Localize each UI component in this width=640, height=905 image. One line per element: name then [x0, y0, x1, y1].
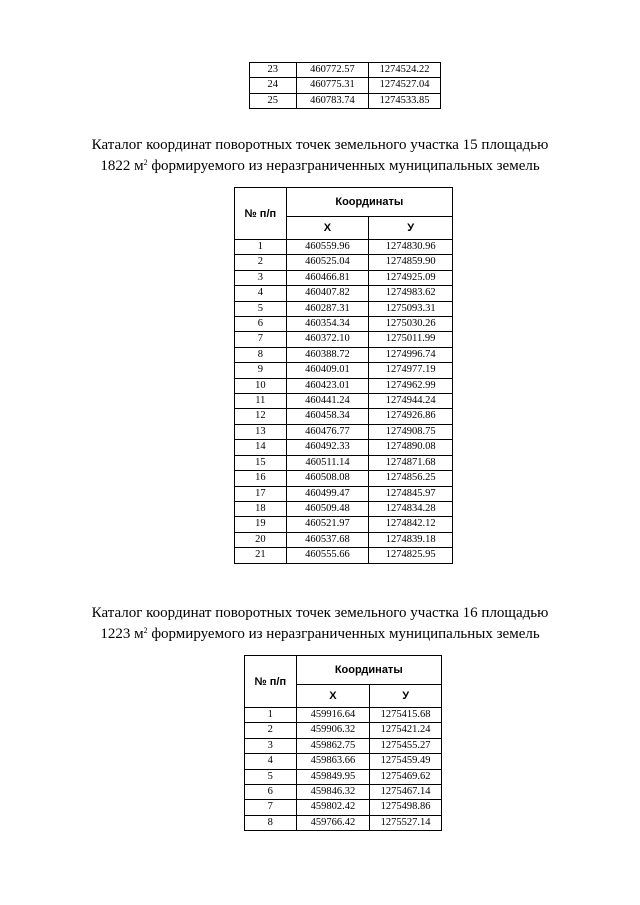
cell-row-number: 5 — [235, 301, 287, 316]
coordinates-table-continuation — [249, 62, 441, 109]
cell-x: 460409.01 — [286, 363, 369, 378]
cell-x: 460555.66 — [286, 548, 369, 563]
cell-x: 460388.72 — [286, 347, 369, 362]
cell-row-number: 5 — [245, 769, 297, 784]
cell-x: 459906.32 — [296, 723, 370, 738]
table-row — [235, 347, 453, 362]
section-title-plot-16 — [0, 603, 640, 645]
cell-row-number: 2 — [245, 723, 297, 738]
cell-y: 1274859.90 — [369, 255, 453, 270]
table-row — [245, 769, 442, 784]
header-coordinates: Координаты — [286, 188, 452, 217]
area-unit-superscript: 2 — [143, 626, 148, 635]
cell-y: 1275455.27 — [370, 738, 442, 753]
table-row — [235, 240, 453, 255]
title-line-2-rest: формируемого из неразграниченных муниципальных земель — [147, 158, 540, 174]
table-row — [235, 255, 453, 270]
cell-row-number: 23 — [250, 63, 297, 78]
cell-x: 460476.77 — [286, 424, 369, 439]
cell-row-number: 2 — [235, 255, 287, 270]
header-y: У — [370, 685, 442, 708]
cell-y: 1275030.26 — [369, 317, 453, 332]
table-row — [235, 517, 453, 532]
cell-row-number: 7 — [235, 332, 287, 347]
cell-y: 1274983.62 — [369, 286, 453, 301]
table-row — [250, 93, 441, 108]
cell-row-number: 3 — [245, 738, 297, 753]
table-row — [235, 286, 453, 301]
section-title-plot-15 — [0, 135, 640, 177]
table-row — [235, 409, 453, 424]
cell-y: 1274845.97 — [369, 486, 453, 501]
cell-x: 459916.64 — [296, 708, 370, 723]
cell-y: 1274925.09 — [369, 270, 453, 285]
cell-y: 1274908.75 — [369, 424, 453, 439]
table-row — [235, 301, 453, 316]
cell-x: 460372.10 — [286, 332, 369, 347]
cell-x: 459862.75 — [296, 738, 370, 753]
table-row — [245, 785, 442, 800]
cell-y: 1274524.22 — [369, 63, 441, 78]
cell-y: 1274871.68 — [369, 455, 453, 470]
cell-x: 459766.42 — [296, 815, 370, 830]
cell-y: 1275459.49 — [370, 754, 442, 769]
table-row — [245, 800, 442, 815]
cell-row-number: 8 — [235, 347, 287, 362]
table-body — [250, 63, 441, 109]
cell-y: 1274834.28 — [369, 501, 453, 516]
cell-row-number: 24 — [250, 78, 297, 93]
cell-row-number: 9 — [235, 363, 287, 378]
table-row — [235, 471, 453, 486]
cell-y: 1274962.99 — [369, 378, 453, 393]
cell-x: 460466.81 — [286, 270, 369, 285]
cell-x: 460511.14 — [286, 455, 369, 470]
cell-row-number: 11 — [235, 394, 287, 409]
coordinates-table-plot-15 — [234, 187, 453, 564]
cell-row-number: 7 — [245, 800, 297, 815]
cell-row-number: 8 — [245, 815, 297, 830]
cell-row-number: 15 — [235, 455, 287, 470]
cell-x: 460537.68 — [286, 532, 369, 547]
table-row — [245, 723, 442, 738]
cell-row-number: 25 — [250, 93, 297, 108]
cell-y: 1274527.04 — [369, 78, 441, 93]
cell-row-number: 20 — [235, 532, 287, 547]
cell-x: 460525.04 — [286, 255, 369, 270]
cell-row-number: 1 — [245, 708, 297, 723]
cell-x: 459846.32 — [296, 785, 370, 800]
cell-y: 1274830.96 — [369, 240, 453, 255]
cell-x: 460407.82 — [286, 286, 369, 301]
table-row — [235, 532, 453, 547]
table-body — [245, 708, 442, 831]
table-header — [245, 656, 442, 708]
cell-row-number: 3 — [235, 270, 287, 285]
cell-row-number: 1 — [235, 240, 287, 255]
title-line-1: Каталог координат поворотных точек земельного участка 16 площадью — [91, 605, 549, 621]
cell-row-number: 13 — [235, 424, 287, 439]
cell-y: 1275011.99 — [369, 332, 453, 347]
cell-x: 459849.95 — [296, 769, 370, 784]
table-row — [245, 708, 442, 723]
title-line-2 — [0, 624, 640, 645]
cell-row-number: 16 — [235, 471, 287, 486]
cell-x: 460423.01 — [286, 378, 369, 393]
cell-x: 460508.08 — [286, 471, 369, 486]
header-x: Х — [296, 685, 370, 708]
table-row — [235, 332, 453, 347]
cell-x: 460509.48 — [286, 501, 369, 516]
area-unit-superscript: 2 — [143, 158, 148, 167]
header-coordinates: Координаты — [296, 656, 441, 685]
cell-y: 1275093.31 — [369, 301, 453, 316]
table-row — [235, 440, 453, 455]
table-header — [235, 188, 453, 240]
cell-y: 1274825.95 — [369, 548, 453, 563]
table-row — [245, 815, 442, 830]
cell-row-number: 14 — [235, 440, 287, 455]
table-body — [235, 240, 453, 564]
cell-y: 1275469.62 — [370, 769, 442, 784]
cell-row-number: 4 — [245, 754, 297, 769]
cell-y: 1274533.85 — [369, 93, 441, 108]
cell-row-number: 4 — [235, 286, 287, 301]
cell-row-number: 21 — [235, 548, 287, 563]
cell-x: 460492.33 — [286, 440, 369, 455]
cell-y: 1274839.18 — [369, 532, 453, 547]
cell-row-number: 18 — [235, 501, 287, 516]
table-row — [235, 270, 453, 285]
cell-y: 1275421.24 — [370, 723, 442, 738]
header-x: Х — [286, 217, 369, 240]
cell-y: 1275498.86 — [370, 800, 442, 815]
cell-y: 1274926.86 — [369, 409, 453, 424]
coordinates-table-plot-16 — [244, 655, 442, 831]
cell-x: 460458.34 — [286, 409, 369, 424]
cell-x: 460775.31 — [296, 78, 369, 93]
cell-row-number: 6 — [235, 317, 287, 332]
cell-row-number: 6 — [245, 785, 297, 800]
cell-x: 460559.96 — [286, 240, 369, 255]
cell-row-number: 12 — [235, 409, 287, 424]
title-line-1: Каталог координат поворотных точек земельного участка 15 площадью — [91, 137, 549, 153]
cell-x: 460354.34 — [286, 317, 369, 332]
table-row — [245, 754, 442, 769]
cell-x: 460783.74 — [296, 93, 369, 108]
header-row-number: № п/п — [235, 188, 287, 240]
table-row — [235, 486, 453, 501]
cell-y: 1275467.14 — [370, 785, 442, 800]
table-row — [235, 501, 453, 516]
table-row — [245, 738, 442, 753]
cell-y: 1274977.19 — [369, 363, 453, 378]
cell-y: 1274944.24 — [369, 394, 453, 409]
cell-x: 459802.42 — [296, 800, 370, 815]
cell-x: 460499.47 — [286, 486, 369, 501]
area-value: 1223 м — [100, 626, 144, 642]
cell-row-number: 10 — [235, 378, 287, 393]
cell-x: 459863.66 — [296, 754, 370, 769]
title-line-2 — [0, 156, 640, 177]
area-value: 1822 м — [100, 158, 144, 174]
table-row — [235, 378, 453, 393]
table-row — [235, 394, 453, 409]
cell-row-number: 19 — [235, 517, 287, 532]
table-row — [235, 424, 453, 439]
cell-y: 1274842.12 — [369, 517, 453, 532]
table-row — [250, 78, 441, 93]
cell-y: 1275415.68 — [370, 708, 442, 723]
cell-x: 460521.97 — [286, 517, 369, 532]
cell-y: 1274996.74 — [369, 347, 453, 362]
table-row — [235, 455, 453, 470]
table-row — [250, 63, 441, 78]
cell-y: 1275527.14 — [370, 815, 442, 830]
header-y: У — [369, 217, 453, 240]
cell-y: 1274890.08 — [369, 440, 453, 455]
header-row-number: № п/п — [245, 656, 297, 708]
cell-row-number: 17 — [235, 486, 287, 501]
table-row — [235, 317, 453, 332]
cell-x: 460287.31 — [286, 301, 369, 316]
table-row — [235, 363, 453, 378]
cell-x: 460441.24 — [286, 394, 369, 409]
cell-x: 460772.57 — [296, 63, 369, 78]
cell-y: 1274856.25 — [369, 471, 453, 486]
table-row — [235, 548, 453, 563]
title-line-2-rest: формируемого из неразграниченных муниципальных земель — [147, 626, 540, 642]
